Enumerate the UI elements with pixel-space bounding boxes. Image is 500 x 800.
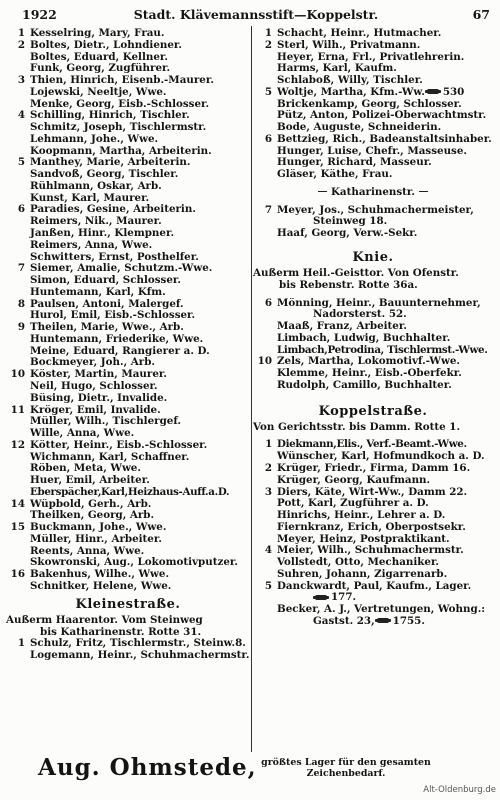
directory-entry [6,287,250,299]
resident-text: Schulz, Fritz, Tischlermstr., Steinw.8. [30,638,246,650]
resident-text: Meyer, Heinz, Postpraktikant. [277,533,450,545]
street-bounds: Außerm Haarentor. Vom Steinweg [6,614,203,626]
resident-text: Schilling, Hinrich, Tischler. [30,110,190,122]
telephone-icon [377,618,389,623]
directory-entry [253,557,493,569]
resident-text: Thien, Hinrich, Eisenb.-Maurer. [30,75,214,87]
street-heading-knie: Knie. [352,250,394,266]
resident-text: Suhren, Johann, Zigarrenarb. [277,568,448,580]
directory-entry [6,322,250,334]
resident-text: Meine, Eduard, Rangierer a. D. [30,345,210,357]
directory-entry [6,299,250,311]
directory-entry [6,440,250,452]
house-number: 16 [10,569,25,581]
directory-entry [6,346,250,358]
directory-entry [6,381,250,393]
divider-dash [318,191,327,192]
house-number: 11 [10,404,25,416]
house-number: 6 [264,297,272,309]
left-entries [6,28,250,593]
house-number: 5 [17,157,25,169]
directory-entry [253,228,493,240]
resident-text: Steinweg 18. [313,216,388,228]
directory-entry [6,52,250,64]
directory-entry [253,110,493,122]
resident-text: Reimers, Nik., Maurer. [30,216,162,228]
resident-text: Koopmann, Martha, Arbeiterin. [30,145,212,157]
resident-text: Woltje, Martha, Kfm.-Ww. [277,86,425,98]
resident-text: Büsing, Dietr., Invalide. [30,392,168,404]
house-number: 9 [17,322,25,334]
resident-text: Kötter, Heinr., Eisb.-Schlosser. [30,439,208,451]
knie-entries [253,298,493,392]
resident-text: Wüpbold, Gerh., Arb. [30,498,152,510]
resident-text: Schwitters, Ernst, Posthelfer. [30,251,199,263]
resident-text: Hinrichs, Heinr., Lehrer a. D. [277,510,446,522]
resident-text: Danckwardt, Paul, Kaufm., Lager. [277,580,472,592]
directory-entry [6,463,250,475]
directory-entry [6,75,250,87]
house-number: 3 [264,486,272,498]
watermark: Alt-Oldenburg.de [423,785,496,795]
directory-entry [253,569,493,581]
resident-text: Diekmann,Elis., Verf.-Beamt.-Wwe. [277,439,467,451]
directory-entry [6,499,250,511]
directory-entry [253,87,493,99]
resident-text: Janßen, Hinr., Klempner. [30,228,175,240]
directory-entry [6,546,250,558]
resident-text: Wünscher, Karl, Hofmundkoch a. D. [277,451,485,463]
resident-text: Müller, Hinr., Arbeiter. [30,533,162,545]
street-heading-koppelstrasse: Koppelstraße. [318,403,428,419]
resident-text: Sandvoß, Georg, Tischler. [30,169,179,181]
resident-text: Hurol, Emil, Eisb.-Schlosser. [30,310,196,322]
house-number: 1 [264,28,272,39]
resident-text: Kunst, Karl, Maurer. [30,192,150,204]
directory-entry [253,52,493,64]
phone-number: 530 [442,86,465,98]
directory-entry [6,557,250,569]
directory-entry [6,569,250,581]
ad-line: größtes Lager für den gesamten [261,757,431,768]
house-number: 14 [10,498,25,510]
ad-company-name: Aug. Ohmstede, [38,754,257,781]
resident-text: Röben, Meta, Wwe. [30,463,141,475]
directory-entry [253,534,493,546]
directory-entry [253,439,493,451]
ad-tagline [246,757,446,779]
directory-entry [253,356,493,368]
kleine-entries [6,638,250,662]
resident-text: Schmitz, Joseph, Tischlermstr. [30,122,207,134]
resident-text: Limbach,Petrodina, Tischlermst.-Wwe. [277,344,488,356]
directory-entry [253,146,493,158]
directory-entry [6,487,250,499]
house-number: 7 [17,263,25,275]
directory-entry [253,380,493,392]
resident-text: Reimers, Anna, Wwe. [30,239,153,251]
right-column [253,28,493,628]
directory-entry [6,240,250,252]
resident-text: Bettzieg, Rich., Badeanstaltsinhaber. [277,133,492,145]
resident-text: Theilen, Marie, Wwe., Arb. [30,322,184,334]
resident-text: Huntemann, Friederike, Wwe. [30,333,204,345]
house-number: 1 [17,28,25,39]
year: 1922 [22,7,57,22]
resident-text: Paulsen, Antoni, Malergef. [30,298,184,310]
directory-entry [6,452,250,464]
directory-entry [253,122,493,134]
resident-text: Hunger, Richard, Masseur. [277,157,432,169]
house-number: 10 [10,369,25,381]
directory-entry [253,498,493,510]
resident-text: Wichmann, Karl, Schaffner. [30,451,190,463]
directory-entry [253,99,493,111]
directory-entry [6,146,250,158]
katharinen-entries [253,205,493,240]
directory-entry [6,134,250,146]
directory-entry [6,169,250,181]
running-title: Stadt. Klävemannsstift—Koppelstr. [133,7,379,22]
resident-text: Schacht, Heinr., Hutmacher. [277,28,442,39]
resident-text: Skowronski, Aug., Lokomotivputzer. [30,557,238,569]
resident-text: Rudolph, Camillo, Buchhalter. [277,379,452,391]
directory-entry [253,368,493,380]
resident-text: Bockmeyer, Joh., Arb. [30,357,155,369]
resident-text: Harms, Karl, Kaufm. [277,63,397,75]
directory-entry [253,28,493,40]
directory-entry [253,205,493,217]
resident-text: Funk, Georg, Zugführer. [30,63,171,75]
directory-entry [6,63,250,75]
house-number: 7 [264,204,272,216]
resident-text: Fiernkranz, Erich, Oberpostsekr. [277,521,466,533]
resident-text: Pott, Karl, Zugführer a. D. [277,498,429,510]
resident-text: Kröger, Emil, Invalide. [30,404,161,416]
directory-entry [253,75,493,87]
telephone-icon [315,595,327,600]
resident-text: Maaß, Franz, Arbeiter. [277,321,407,333]
resident-text: Gläser, Käthe, Frau. [277,169,393,181]
resident-text: Diers, Käte, Wirt-Ww., Damm 22. [277,486,468,498]
directory-entry [6,110,250,122]
directory-entry [6,428,250,440]
resident-text: Siemer, Amalie, Schutzm.-Wwe. [30,263,213,275]
street-bounds: bis Katharinenstr. Rotte 31. [40,626,202,638]
directory-entry [6,416,250,428]
house-number: 10 [257,356,272,368]
resident-text: Theilken, Georg, Arb. [30,510,155,522]
house-number: 5 [264,580,272,592]
house-number: 3 [17,75,25,87]
house-number: 8 [17,298,25,310]
resident-text: Klemme, Heinr., Eisb.-Oberfekr. [277,368,462,380]
resident-text: Eberspächer,Karl,Heizhaus-Auff.a.D. [30,486,230,498]
directory-entry [6,204,250,216]
directory-entry [253,169,493,181]
resident-text: Neil, Hugo, Schlosser. [30,380,158,392]
directory-entry [253,345,493,357]
resident-text: Meyer, Jos., Schuhmachermeister, [277,204,474,216]
resident-text: Krüger, Georg, Kaufmann. [277,474,431,486]
directory-entry [6,87,250,99]
resident-text: Köster, Martin, Maurer. [30,369,167,381]
resident-text: Meier, Wilh., Schuhmachermstr. [277,545,464,557]
resident-text: Rühlmann, Oskar, Arb. [30,180,162,192]
directory-entry [6,275,250,287]
directory-entry [253,545,493,557]
resident-text: Boltes, Dietr., Lohndiener. [30,39,182,51]
resident-text: Huer, Emil, Arbeiter. [30,475,150,487]
house-number: 2 [17,39,25,51]
house-number: 12 [10,439,25,451]
street-bounds: Von Gerichtsstr. bis Damm. Rotte 1. [253,421,461,433]
street-heading-kleinestrasse: Kleinestraße. [75,596,181,612]
directory-entry [6,228,250,240]
resident-text: Kesselring, Mary, Frau. [30,28,165,39]
directory-entry [253,451,493,463]
resident-text: Krüger, Friedr., Firma, Damm 16. [277,462,471,474]
telephone-icon [427,89,439,94]
column-rule [251,26,252,752]
cross-street-name: Katharinenstr. [330,185,415,198]
resident-text: Mönning, Heinr., Bauunternehmer, [277,297,481,309]
directory-entry [6,650,250,662]
resident-text: Lojewski, Neeltje, Wwe. [30,86,167,98]
street-bounds: bis Rebenstr. Rotte 36a. [279,279,418,291]
resident-text: Paradies, Gesine, Arbeiterin. [30,204,196,216]
directory-entry [253,616,493,628]
resident-text: Hunger, Luise, Chefr., Masseuse. [277,145,467,157]
page-number: 67 [472,7,490,22]
directory-entry [253,134,493,146]
resident-text: Sterl, Wilh., Privatmann. [277,39,421,51]
directory-entry [6,393,250,405]
house-number: 1 [265,439,272,451]
directory-entry [6,193,250,205]
directory-entry [253,463,493,475]
resident-text: Lehmann, Johe., Wwe. [30,133,159,145]
directory-entry [6,181,250,193]
directory-entry [253,309,493,321]
left-column [6,28,250,662]
directory-entry [6,99,250,111]
divider-dash [419,191,428,192]
koppel-entries [253,439,493,627]
directory-entry [6,157,250,169]
resident-text: Wille, Anna, Wwe. [30,428,135,440]
resident-text: Nadorsterst. 52. [313,309,407,321]
directory-entry [6,40,250,52]
cross-street-divider [253,187,493,199]
directory-entry [6,369,250,381]
directory-entry [253,475,493,487]
resident-text: Limbach, Ludwig, Buchhalter. [277,332,451,344]
resident-text: Huntemann, Karl, Kfm. [30,286,166,298]
house-number: 4 [264,545,272,557]
resident-text: Manthey, Marie, Arbeiterin. [30,157,191,169]
house-number: 6 [264,133,272,145]
resident-text: Logemann, Heinr., Schuhmachermstr. [30,650,250,662]
directory-entry [253,157,493,169]
directory-entry [6,522,250,534]
resident-text: Becker, A. J., Vertretungen, Wohng.: [277,604,486,616]
house-number: 2 [264,462,272,474]
resident-text: Haaf, Georg, Verw.-Sekr. [277,228,418,240]
resident-text: Bakenhus, Wilhe., Wwe. [30,569,170,581]
directory-entry [253,604,493,616]
resident-text: Schlaboß, Willy, Tischler. [277,75,423,87]
directory-entry [253,510,493,522]
ad-line: Zeichenbedarf. [306,768,386,779]
resident-text: Brickenkamp, Georg, Schlosser. [277,98,462,110]
directory-entry [253,63,493,75]
resident-text: Menke, Georg, Eisb.-Schlosser. [30,98,210,110]
resident-text: Boltes, Eduard, Kellner. [30,51,168,63]
resident-text: Buckmann, Johe., Wwe. [30,522,167,534]
directory-entry [6,475,250,487]
house-number: 1 [17,638,25,650]
directory-entry [253,321,493,333]
directory-entry [253,298,493,310]
house-number: 4 [17,110,25,122]
resident-text: Simon, Eduard, Schlosser. [30,275,181,287]
directory-entry [6,310,250,322]
directory-entry [253,487,493,499]
right-top-entries [253,28,493,181]
directory-entry [6,534,250,546]
resident-text: Schnitker, Helene, Wwe. [30,580,172,592]
phone-number: 177. [331,592,357,604]
directory-entry [253,333,493,345]
directory-entry [6,638,250,650]
street-bounds: Außerm Heil.-Geisttor. Von Ofenstr. [253,268,459,280]
house-number: 2 [264,39,272,51]
resident-text: Zels, Martha, Lokomotivf.-Wwe. [277,356,460,368]
house-number: 6 [17,204,25,216]
directory-entry [253,40,493,52]
resident-text: Vollstedt, Otto, Mechaniker. [277,557,440,569]
directory-entry [253,522,493,534]
house-number: 5 [264,86,272,98]
resident-text: Müller, Wilh., Tischlergef. [30,416,181,428]
page-header [22,7,490,23]
house-number: 15 [10,522,25,534]
directory-entry [6,581,250,593]
phone-number: 1755. [392,615,425,627]
footer-advertisement [38,754,478,784]
resident-text: Heyer, Erna, Frl., Privatlehrerin. [277,51,465,63]
directory-entry [6,405,250,417]
directory-entry [6,357,250,369]
directory-entry [253,592,493,604]
directory-entry [253,216,493,228]
directory-entry [6,510,250,522]
directory-entry [6,334,250,346]
directory-entry [6,122,250,134]
resident-text: Pütz, Anton, Polizei-Oberwachtmstr. [277,110,487,122]
directory-entry [6,252,250,264]
directory-entry [6,216,250,228]
directory-entry [6,28,250,40]
directory-entry [6,263,250,275]
resident-text: Gastst. 23, [313,615,375,627]
resident-text: Reents, Anna, Wwe. [30,545,145,557]
directory-entry [253,581,493,593]
resident-text: Bode, Auguste, Schneiderin. [277,122,442,134]
